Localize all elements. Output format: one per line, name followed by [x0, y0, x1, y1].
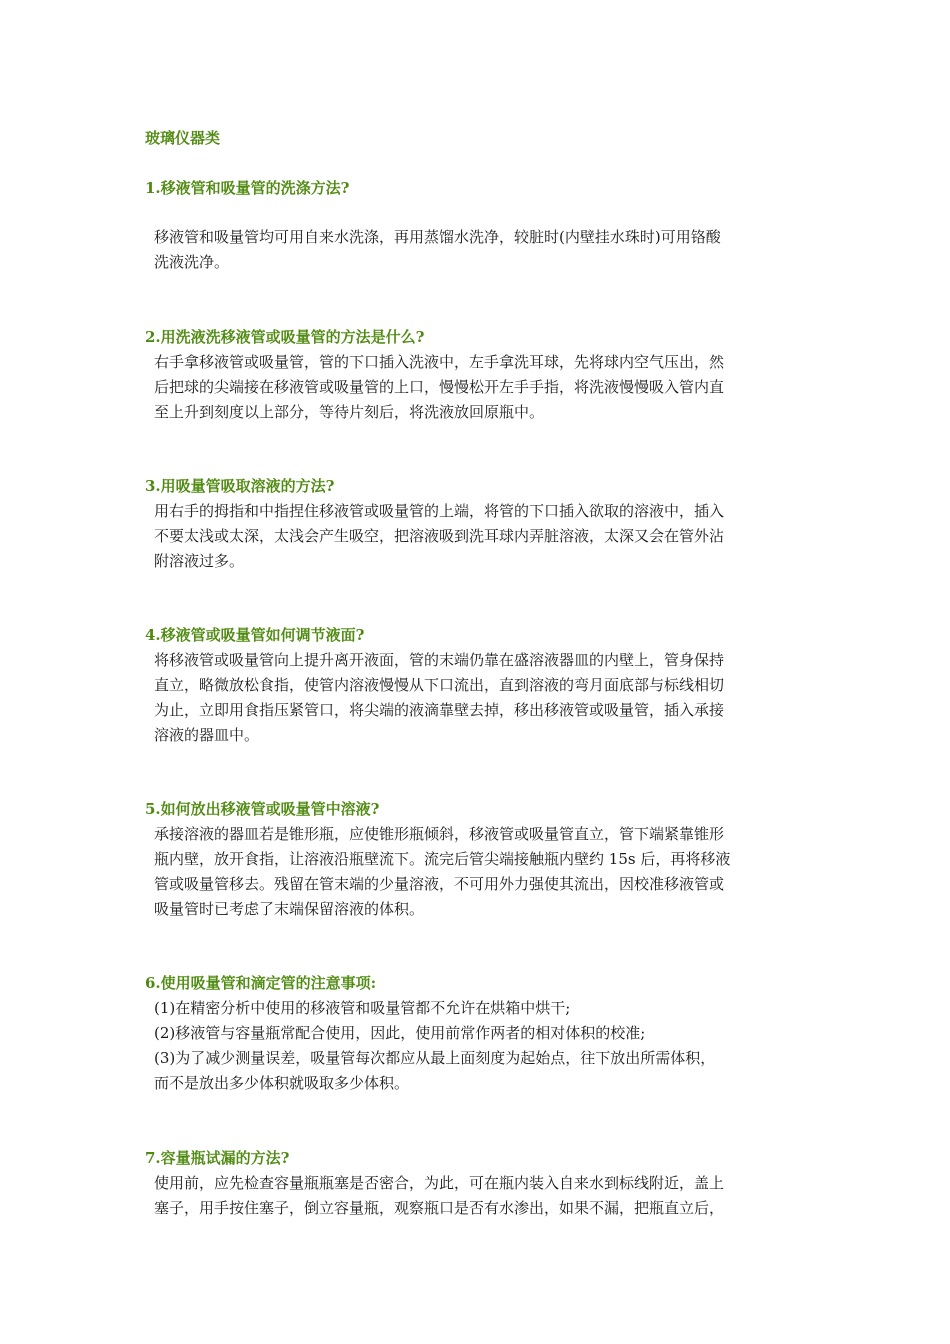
answer-list-item: (3)为了减少测量误差，吸量管每次都应从最上面刻度为起始点，往下放出所需体积， [154, 1049, 716, 1067]
answer-line: 塞子，用手按住塞子，倒立容量瓶，观察瓶口是否有水渗出，如果不漏，把瓶直立后， [154, 1199, 725, 1217]
answer-1 [154, 225, 802, 275]
question-4-heading: 4.移液管或吸量管如何调节液面? [145, 626, 365, 644]
answer-6 [154, 996, 802, 1096]
answer-3 [154, 499, 802, 574]
answer-list-item: (1)在精密分析中使用的移液管和吸量管都不允许在烘箱中烘干; [154, 999, 571, 1017]
question-1-heading: 1.移液管和吸量管的洗涤方法? [145, 179, 350, 197]
answer-line: 用右手的拇指和中指捏住移液管或吸量管的上端，将管的下口插入欲取的溶液中，插入 [154, 502, 725, 520]
answer-list-item: (2)移液管与容量瓶常配合使用，因此，使用前常作两者的相对体积的校准; [154, 1024, 646, 1042]
question-5-heading: 5.如何放出移液管或吸量管中溶液? [145, 800, 380, 818]
answer-line: 后把球的尖端接在移液管或吸量管的上口，慢慢松开左手手指，将洗液慢慢吸入管内直 [154, 378, 725, 396]
answer-line: 承接溶液的器皿若是锥形瓶，应使锥形瓶倾斜，移液管或吸量管直立，管下端紧靠锥形 [154, 825, 725, 843]
answer-7 [154, 1171, 802, 1221]
answer-line: 右手拿移液管或吸量管，管的下口插入洗液中，左手拿洗耳球，先将球内空气压出，然 [154, 353, 725, 371]
answer-5 [154, 822, 802, 922]
answer-line: 吸量管时已考虑了末端保留溶液的体积。 [154, 900, 425, 918]
answer-line: 附溶液过多。 [154, 552, 245, 570]
question-3-heading: 3.用吸量管吸取溶液的方法? [145, 477, 335, 495]
answer-line: 瓶内壁，放开食指，让溶液沿瓶壁流下。流完后管尖端接触瓶内壁约 15s 后，再将移液 [154, 850, 731, 868]
answer-line: 不要太浅或太深，太浅会产生吸空，把溶液吸到洗耳球内弄脏溶液，太深又会在管外沾 [154, 527, 725, 545]
answer-line: 为止，立即用食指压紧管口，将尖端的液滴靠壁去掉，移出移液管或吸量管，插入承接 [154, 701, 725, 719]
answer-4 [154, 648, 802, 748]
question-7-heading: 7.容量瓶试漏的方法? [145, 1149, 290, 1167]
answer-line: 使用前，应先检查容量瓶瓶塞是否密合，为此，可在瓶内装入自来水到标线附近，盖上 [154, 1174, 725, 1192]
answer-line: 将移液管或吸量管向上提升离开液面，管的末端仍靠在盛溶液器皿的内壁上，管身保持 [154, 651, 725, 669]
answer-line: 洗液洗净。 [154, 253, 230, 271]
document-title: 玻璃仪器类 [145, 129, 221, 147]
answer-line: 移液管和吸量管均可用自来水洗涤，再用蒸馏水洗净，较脏时(内壁挂水珠时)可用铬酸 [154, 228, 721, 246]
answer-line: 至上升到刻度以上部分，等待片刻后，将洗液放回原瓶中。 [154, 403, 545, 421]
answer-line: 而不是放出多少体积就吸取多少体积。 [154, 1074, 410, 1092]
answer-2 [154, 350, 802, 425]
question-2-heading: 2.用洗液洗移液管或吸量管的方法是什么? [145, 328, 425, 346]
answer-line: 溶液的器皿中。 [154, 726, 260, 744]
answer-line: 直立，略微放松食指，使管内溶液慢慢从下口流出，直到溶液的弯月面底部与标线相切 [154, 676, 725, 694]
answer-line: 管或吸量管移去。残留在管末端的少量溶液，不可用外力强使其流出，因校准移液管或 [154, 875, 725, 893]
question-6-heading: 6.使用吸量管和滴定管的注意事项: [145, 974, 377, 992]
